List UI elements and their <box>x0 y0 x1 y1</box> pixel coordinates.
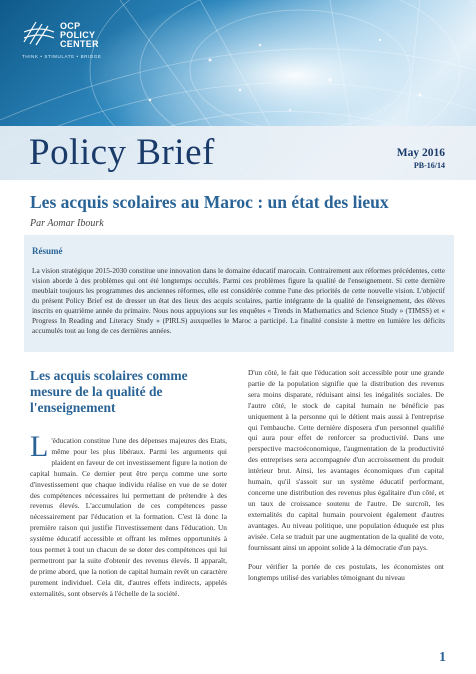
body-paragraph-1 <box>30 430 227 600</box>
abstract-heading: Résumé <box>32 246 63 256</box>
body-paragraph-3: Pour vérifier la portée de ces postulats, les économistes ont longtemps utilisé des variables témoignant du niveau <box>248 562 444 583</box>
logo-line-2: POLICY <box>60 30 96 40</box>
left-column <box>30 368 227 600</box>
logo-tagline: THINK • STIMULATE • BRIDGE <box>22 54 102 59</box>
article-title: Les acquis scolaires au Maroc : un état des lieux <box>30 192 389 212</box>
publication-title: Policy Brief <box>29 132 215 173</box>
drop-cap: L <box>30 430 49 463</box>
abstract-text: La vision stratégique 2015-2030 constitue une innovation dans le domaine éducatif marocain. Contrairement aux réformes précédentes, cette vision aborde à des problèmes qui ont été longtemps occultés. Parmi ces problèmes figure la qualité de l'enseignement. Si cette dernière meublait toujours les programmes des anciennes réformes, elle est considérée comme l'une des priorités de cette nouvelle vision. L'objectif du présent Policy Brief est de dresser un état des lieux des acquis scolaires, partie intégrante de la qualité de l'enseignement, des élèves inscrits en quatrième année du primaire. Nous nous appuyions sur les enquêtes « Trends in Mathematics and Science Study » (TIMSS) et « Progress In Reading and Literacy Study » (PIRLS) auxquelles le Maroc a participé. La finalité consiste à mettre en lumière les déficits accumulés tout au long de ces dernières années. <box>32 266 445 335</box>
right-column <box>248 368 444 584</box>
logo-line-3: CENTER <box>60 39 99 49</box>
body-paragraph-2: D'un côté, le fait que l'éducation soit accessible pour une grande partie de la population signifie que la distribution des revenus sera moins disparate, réduisant ainsi les inégalités sociales. De l'autre côté, le stock de capital humain ne bénéficie pas uniquement à la personne qui le détient mais aussi à l'entreprise qui l'embauche. Cette dernière disposera d'un personnel qualifié qui aura pour effet de renforcer sa productivité. Dans une perspective macroéconomique, l'augmentation de la productivité des entreprises sera accompagnée d'un accroissement du produit intérieur brut. Ainsi, les avantages économiques d'un capital humain, qu'il s'assoit sur un système éducatif performant, concerne une distribution des revenus plus égalitaire d'un côté, et un taux de croissance soutenu de l'autre. De surcroît, les externalités du capital humain pourvoient également d'autres avantages. Au niveau politique, une population éduquée est plus avisée. Cela se traduit par une augmentation de la qualité de vote, fournissant ainsi un appoint solide à la démocratie d'un pays. <box>248 368 444 552</box>
logo-mark-icon <box>22 18 56 46</box>
ocp-logo <box>22 18 112 64</box>
publication-number: PB-16/14 <box>413 161 445 170</box>
paragraph-1-text: 'éducation constitue l'une des dépenses majeures des Etats, même pour les plus libéraux. Parmi les arguments qui plaident en faveur de cet investissement figure la notion de capital humain. Ce dernier peut être perçu comme une sorte d'investissement que chaque individu réalise en vue de se doter des compétences nécessaires lui permettant de prétendre à des revenus élevés. L'accumulation de ces compétences passe nécessairement par l'éducation et la formation. C'est là donc la première raison qui justifie l'investissement dans l'éducation. Un système éducatif accessible et offrant les mêmes opportunités à tous permet à tout un chacun de se doter des compétences qui lui permettront par la suite d'obtenir des revenus élevés. Il apparaît, de prime abord, que la notion de capital humain revêt un caractère purement individuel. Cela dit, d'autres effets indirects, appelés externalités, sont observés à l'échelle de la société. <box>30 436 227 598</box>
abstract-box <box>24 235 454 352</box>
page-number: 1 <box>439 650 446 665</box>
article-author: Par Aomar Ibourk <box>30 218 104 229</box>
section-heading: Les acquis scolaires comme mesure de la qualité de l'enseignement <box>30 368 188 415</box>
logo-line-1: OCP <box>60 21 81 31</box>
publication-date: May 2016 <box>396 147 445 159</box>
logo-wordmark <box>60 22 99 49</box>
